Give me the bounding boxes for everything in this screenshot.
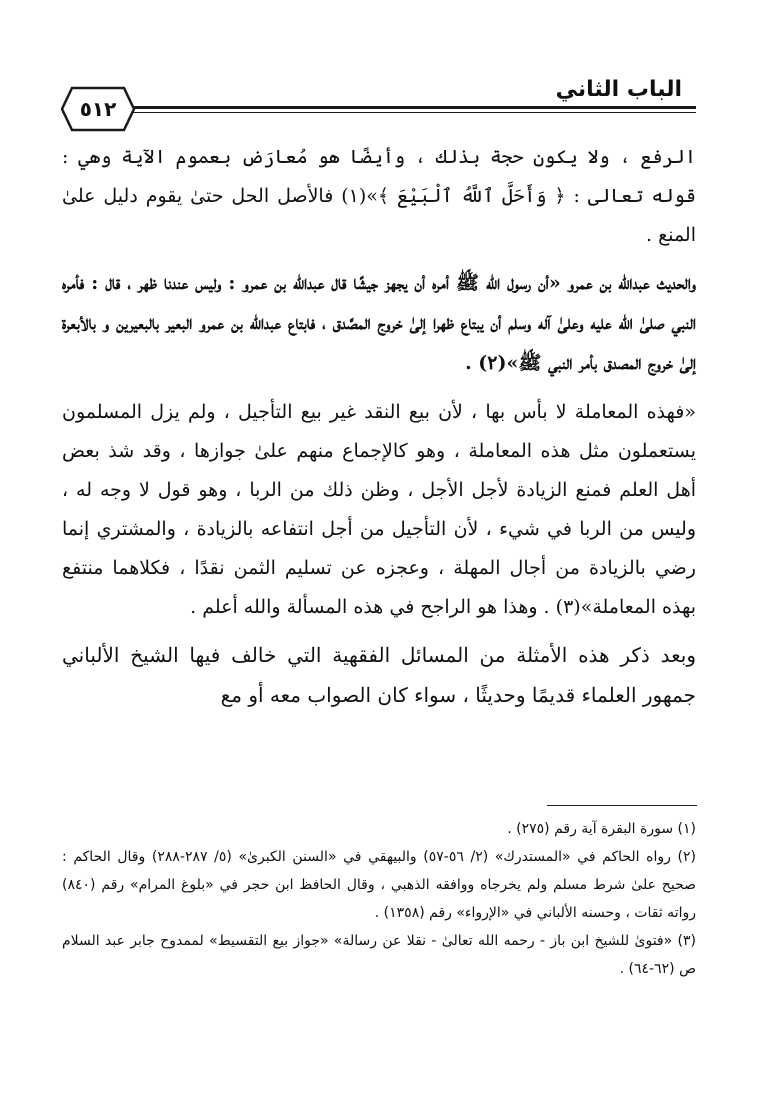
footnote-3: (٣) «فتوىٰ للشيخ ابن باز - رحمه الله تعالىٰ - نقلا عن رسالة» «جواز بيع التقسيط» لممدوح جابر عبد السلام ص (٦٢-٦٤) . (62, 933, 696, 977)
paragraph-2-hadith: والحديث عبدالله بن عمرو «أن رسول الله ﷺ أمره أن يجهز جيشًا قال عبدالله بن عمرو : وليس عندنا ظهر ، قال : فأمره النبي صلىٰ الله عليه وعلىٰ آله وسلم أن يبتاع ظهرا إلىٰ خروج المصَّدق ، فابتاع عبدالله بن عمرو البعير بالبعيرين و بالأبعرة إلىٰ خروج المصدق بأمر النبي ﷺ»(٢) . (62, 272, 696, 374)
paragraph-4: وبعد ذكر هذه الأمثلة من المسائل الفقهية التي خالف فيها الشيخ الألباني جمهور العلماء قديمًا وحديثًا ، سواء كان الصواب معه أو مع (62, 643, 696, 707)
page-number-badge (60, 86, 136, 132)
footnote-2: (٢) رواه الحاكم في «المستدرك» (٢/ ٥٦-٥٧) والبيهقي في «السنن الكبرىٰ» (٥/ ٢٨٧-٢٨٨) وقال الحاكم : صحيح علىٰ شرط مسلم ولم يخرجاه ووافقه الذهبي ، وقال الحافظ ابن حجر في «بلوغ المرام» رقم (٨٤٠) رواته ثقات ، وحسنه الألباني في «الإرواء» رقم (١٣٥٨) . (62, 849, 696, 921)
paragraph-3: «فهذه المعاملة لا بأس بها ، لأن بيع النقد غير بيع التأجيل ، ولم يزل المسلمون يستعملون مثل هذه المعاملة ، وهو كالإجماع منهم علىٰ جوازها ، وقد شذ بعض أهل العلم فمنع الزيادة لأجل الأجل ، وظن ذلك من الربا ، وهو قول لا وجه له ، وليس من الربا في شيء ، لأن التأجيل من أجل انتفاعه بالزيادة ، والمشتري إنما رضي بالزيادة من أجال المهلة ، وعجزه عن تسليم الثمن نقدًا ، فكلاهما منتفع بهذه المعاملة»(٣) . وهذا هو الراجح في هذه المسألة والله أعلم . (62, 401, 696, 618)
main-text (62, 138, 696, 715)
footnotes (62, 815, 696, 983)
footnote-1: (١) سورة البقرة آية رقم (٢٧٥) . (507, 821, 696, 837)
chapter-title: الباب الثاني (550, 76, 688, 104)
paragraph-1: الرفع ، ولا يكون حجة بذلك ، وأيضًا هو مُعارَض بعموم الآية وهي : قوله تعالى : ﴿ وَأَحَلَّ ٱللَّهُ ٱلْبَيْعَ ﴾»(١) فالأصل الحل حتىٰ يقوم دليل علىٰ المنع . (62, 146, 696, 246)
header-rule-thick (62, 106, 696, 109)
footnote-separator (547, 805, 697, 806)
page-header (62, 76, 696, 130)
page-number: ٥١٢ (79, 97, 117, 121)
header-rule-thin (62, 112, 696, 113)
